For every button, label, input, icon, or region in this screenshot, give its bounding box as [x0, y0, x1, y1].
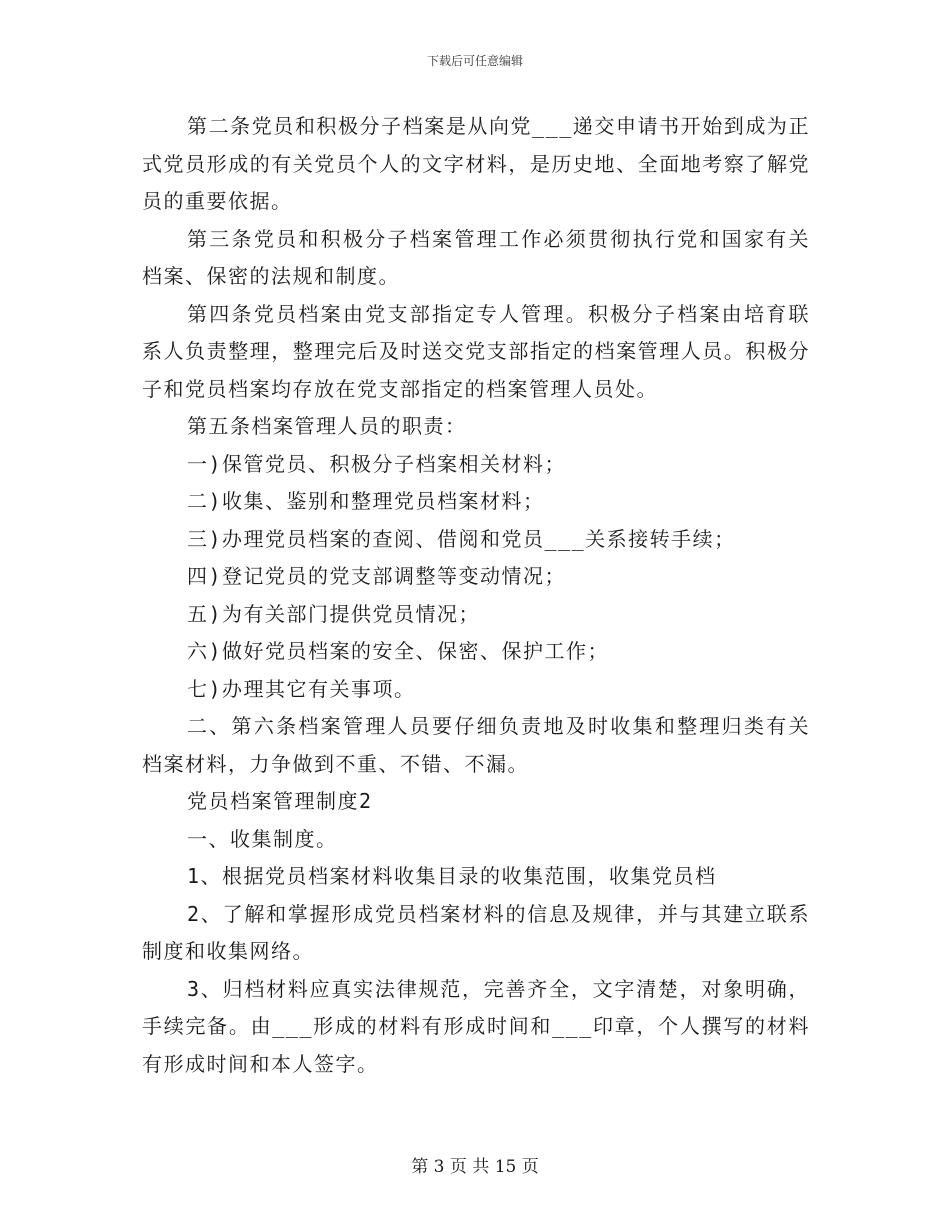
list-item-duty-7: 七)办理其它有关事项。 [187, 676, 416, 701]
paragraph-item-2: 2、了解和掌握形成党员档案材料的信息及规律，并与其建立联系制度和收集网络。 [142, 901, 810, 963]
list-item-duty-5: 五)为有关部门提供党员情况； [187, 601, 481, 626]
paragraph-item-1: 1、根据党员档案材料收集目录的收集范围，收集党员档 [187, 864, 717, 888]
list-item-duty-6: 六)做好党员档案的安全、保密、保护工作； [187, 639, 610, 663]
list-item-duty-2: 二)收集、鉴别和整理党员档案材料； [187, 489, 545, 513]
section-heading-collection: 一、收集制度。 [187, 826, 338, 851]
section-title: 党员档案管理制度2 [187, 789, 373, 813]
paragraph-article-6: 二、第六条档案管理人员要仔细负责地及时收集和整理归类有关档案材料，力争做到不重、不错、不漏。 [142, 714, 810, 776]
page-number: 第 3 页 共 15 页 [411, 1157, 539, 1177]
paragraph-article-2: 第二条党员和积极分子档案是从向党___递交申请书开始到成为正式党员形成的有关党员个人的文字材料，是历史地、全面地考察了解党员的重要依据。 [142, 114, 810, 213]
list-item-duty-1: 一)保管党员、积极分子档案相关材料； [187, 451, 567, 476]
list-item-duty-3: 三)办理党员档案的查阅、借阅和党员___关系接转手续； [187, 526, 736, 551]
page-header: 下载后可任意编辑 [426, 54, 523, 68]
document-body [142, 108, 810, 1083]
list-item-duty-4: 四)登记党员的党支部调整等变动情况； [187, 564, 567, 588]
paragraph-article-3: 第三条党员和积极分子档案管理工作必须贯彻执行党和国家有关档案、保密的法规和制度。 [142, 226, 810, 288]
paragraph-article-5: 第五条档案管理人员的职责： [187, 414, 467, 438]
paragraph-item-3: 3、归档材料应真实法律规范，完善齐全，文字清楚，对象明确，手续完备。由___形成的材料有形成时间和___印章，个人撰写的材料有形成时间和本人签字。 [142, 976, 810, 1076]
paragraph-article-4: 第四条党员档案由党支部指定专人管理。积极分子档案由培育联系人负责整理，整理完后及时送交党支部指定的档案管理人员。积极分子和党员档案均存放在党支部指定的档案管理人员处。 [142, 301, 810, 401]
